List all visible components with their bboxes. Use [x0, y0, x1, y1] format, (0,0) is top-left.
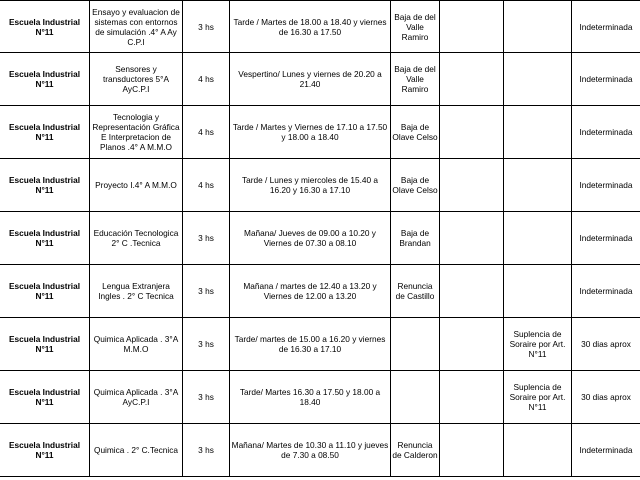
reason-cell: Baja de Olave Celso [391, 159, 440, 212]
schedule-cell: Tarde / Martes de 18.00 a 18.40 y viernes de 16.30 a 17.50 [230, 1, 391, 53]
schedule-cell: Vespertino/ Lunes y viernes de 20.20 a 21.40 [230, 53, 391, 106]
schedule-cell: Mañana / martes de 12.40 a 13.20 y Viernes de 12.00 a 13.20 [230, 265, 391, 318]
table-row [0, 212, 640, 265]
table-row [0, 53, 640, 106]
empty-cell [440, 212, 504, 265]
duration-cell: Indeterminada [572, 424, 640, 477]
hours-cell: 3 hs [183, 318, 230, 371]
schedule-cell: Tarde / Martes y Viernes de 17.10 a 17.50 y 18.00 a 18.40 [230, 106, 391, 159]
table-row [0, 318, 640, 371]
empty-cell [440, 106, 504, 159]
school-cell: Escuela Industrial N°11 [0, 53, 90, 106]
subject-cell: Proyecto I.4° A M.M.O [90, 159, 183, 212]
duration-cell: Indeterminada [572, 1, 640, 53]
note-cell: Suplencia de Soraire por Art. N°11 [504, 318, 572, 371]
reason-cell: Renuncia de Castillo [391, 265, 440, 318]
empty-cell [440, 159, 504, 212]
school-cell: Escuela Industrial N°11 [0, 424, 90, 477]
hours-cell: 4 hs [183, 159, 230, 212]
duration-cell: Indeterminada [572, 106, 640, 159]
reason-cell: Baja de del Valle Ramiro [391, 53, 440, 106]
subject-cell: Quimica Aplicada . 3°A M.M.O [90, 318, 183, 371]
subject-cell: Tecnologia y Representación Gráfica E Interpretacion de Planos .4° A M.M.O [90, 106, 183, 159]
empty-cell [440, 1, 504, 53]
schedule-cell: Tarde/ martes de 15.00 a 16.20 y viernes de 16.30 a 17.10 [230, 318, 391, 371]
hours-cell: 3 hs [183, 424, 230, 477]
note-cell [504, 424, 572, 477]
schedule-cell: Tarde / Lunes y miercoles de 15.40 a 16.20 y 16.30 a 17.10 [230, 159, 391, 212]
table-row [0, 159, 640, 212]
note-cell [504, 106, 572, 159]
school-cell: Escuela Industrial N°11 [0, 212, 90, 265]
school-cell: Escuela Industrial N°11 [0, 106, 90, 159]
table-row [0, 371, 640, 424]
empty-cell [440, 424, 504, 477]
hours-cell: 4 hs [183, 53, 230, 106]
schedule-cell: Mañana/ Martes de 10.30 a 11.10 y jueves de 7.30 a 08.50 [230, 424, 391, 477]
hours-cell: 3 hs [183, 212, 230, 265]
subject-cell: Ensayo y evaluacion de sistemas con entornos de simulación .4° A Ay C.P.I [90, 1, 183, 53]
subject-cell: Sensores y transductores 5°A AyC.P.I [90, 53, 183, 106]
subject-cell: Quimica . 2° C.Tecnica [90, 424, 183, 477]
subject-cell: Quimica Aplicada . 3°A AyC.P.I [90, 371, 183, 424]
table-row [0, 106, 640, 159]
empty-cell [440, 265, 504, 318]
hours-cell: 3 hs [183, 371, 230, 424]
note-cell [504, 212, 572, 265]
reason-cell: Baja de Brandan [391, 212, 440, 265]
reason-cell: Renuncia de Calderon [391, 424, 440, 477]
school-cell: Escuela Industrial N°11 [0, 371, 90, 424]
duration-cell: Indeterminada [572, 212, 640, 265]
reason-cell: Baja de Olave Celso [391, 106, 440, 159]
note-cell [504, 159, 572, 212]
hours-cell: 3 hs [183, 265, 230, 318]
empty-cell [440, 318, 504, 371]
hours-cell: 4 hs [183, 106, 230, 159]
note-cell [504, 53, 572, 106]
note-cell [504, 1, 572, 53]
note-cell [504, 265, 572, 318]
schedule-cell: Mañana/ Jueves de 09.00 a 10.20 y Viernes de 07.30 a 08.10 [230, 212, 391, 265]
school-cell: Escuela Industrial N°11 [0, 265, 90, 318]
reason-cell: Baja de del Valle Ramiro [391, 1, 440, 53]
hours-cell: 3 hs [183, 1, 230, 53]
reason-cell [391, 318, 440, 371]
empty-cell [440, 371, 504, 424]
schedule-cell: Tarde/ Martes 16.30 a 17.50 y 18.00 a 18.40 [230, 371, 391, 424]
table-row [0, 424, 640, 477]
school-cell: Escuela Industrial N°11 [0, 159, 90, 212]
note-cell: Suplencia de Soraire por Art. N°11 [504, 371, 572, 424]
table-row [0, 265, 640, 318]
reason-cell [391, 371, 440, 424]
duration-cell: Indeterminada [572, 53, 640, 106]
school-cell: Escuela Industrial N°11 [0, 318, 90, 371]
school-cell: Escuela Industrial N°11 [0, 1, 90, 53]
subject-cell: Lengua Extranjera Ingles . 2° C Tecnica [90, 265, 183, 318]
duration-cell: Indeterminada [572, 159, 640, 212]
table-row [0, 1, 640, 53]
empty-cell [440, 53, 504, 106]
duration-cell: 30 dias aprox [572, 318, 640, 371]
duration-cell: 30 dias aprox [572, 371, 640, 424]
duration-cell: Indeterminada [572, 265, 640, 318]
subject-cell: Educación Tecnologica 2° C .Tecnica [90, 212, 183, 265]
